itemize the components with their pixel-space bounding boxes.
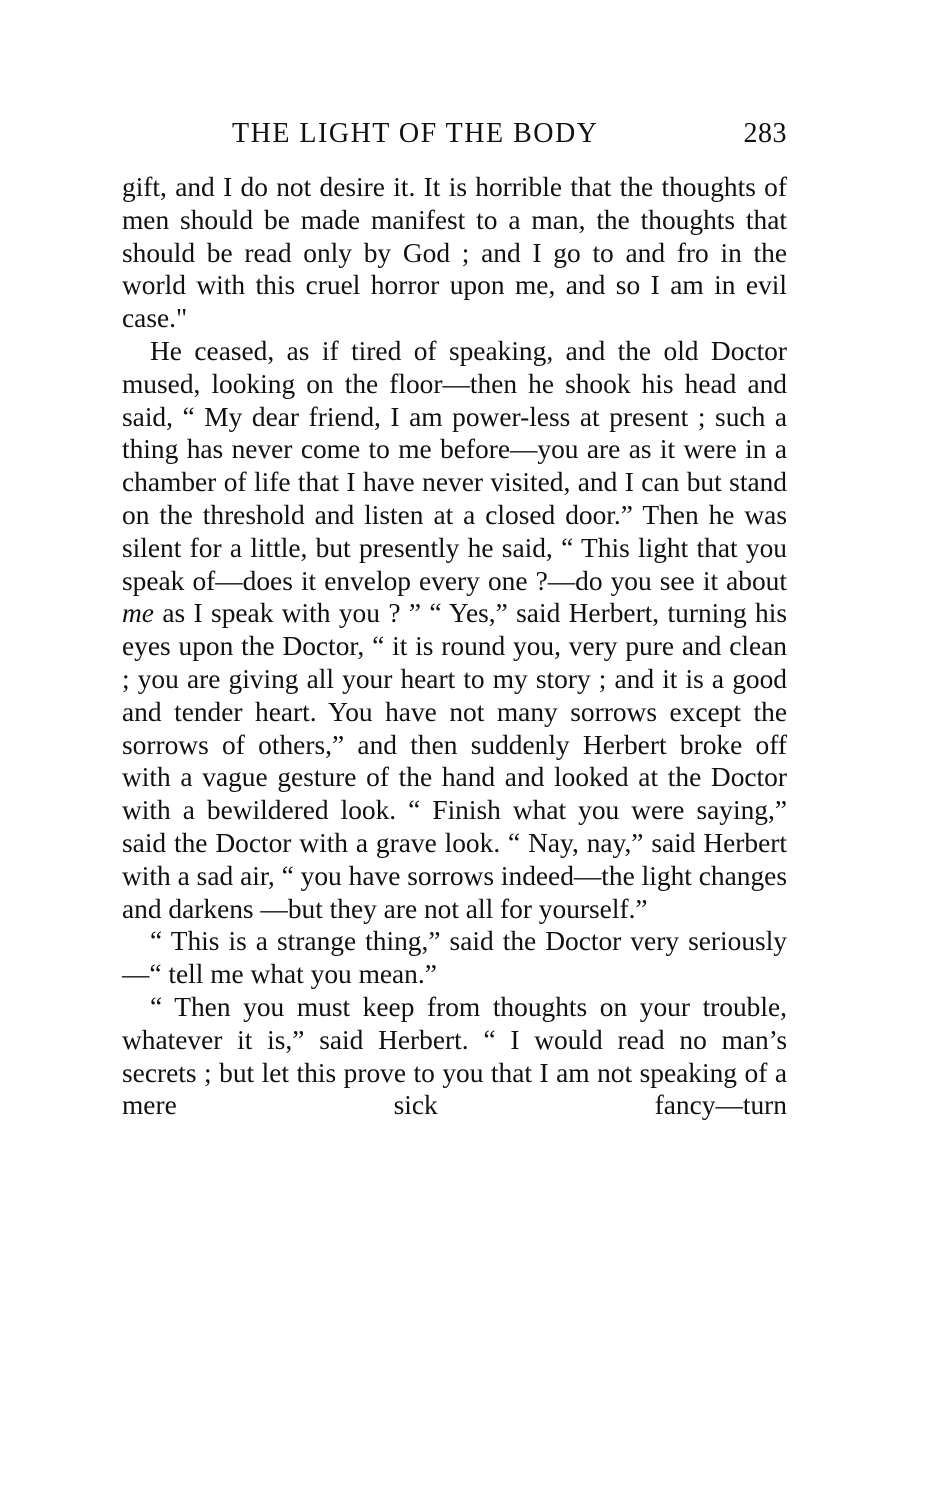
- paragraph-1: gift, and I do not desire it. It is horrible that the thoughts of men should be made manifest to a man, the thoughts that should be read only by God ; and I go to and fro in the world with this cruel horror upon me, and so I am in evil case.": [122, 172, 787, 334]
- running-head: [122, 114, 787, 154]
- emphasis-me: me: [122, 598, 154, 629]
- paragraph-2: [122, 335, 787, 925]
- paragraph-3: “ This is a strange thing,” said the Doctor very seriously—“ tell me what you mean.”: [122, 926, 787, 990]
- paragraph-2-part-1: He ceased, as if tired of speaking, and the old Doctor mused, looking on the floor—then he shook his head and said, “ My dear friend, I am power-less at present ; such a thing has never come to me before—you are as it were in a chamber of life that I have never visited, and I can but stand on the threshold and listen at a closed door.” Then he was silent for a little, but presently he said, “ This light that you speak of—does it envelop every one ?—do you see it about: [122, 335, 787, 596]
- paragraph-4: “ Then you must keep from thoughts on your trouble, whatever it is,” said Herbert. “ I would read no man’s secrets ; but let this prove to you that I am not speaking of a mere sick fancy—turn: [122, 991, 787, 1121]
- page-number: 283: [743, 118, 787, 149]
- running-title: THE LIGHT OF THE BODY: [232, 118, 599, 149]
- body-text: [122, 171, 787, 1122]
- paragraph-2-part-2: as I speak with you ? ” “ Yes,” said Herbert, turning his eyes upon the Doctor, “ it is round you, very pure and clean ; you are giving all your heart to my story ; and it is a good and tender heart. You have not many sorrows except the sorrows of others,” and then suddenly Herbert broke off with a vague gesture of the hand and looked at the Doctor with a bewildered look. “ Finish what you were saying,” said the Doctor with a grave look. “ Nay, nay,” said Herbert with a sad air, “ you have sorrows indeed—the light changes and darkens —but they are not all for yourself.”: [122, 598, 787, 924]
